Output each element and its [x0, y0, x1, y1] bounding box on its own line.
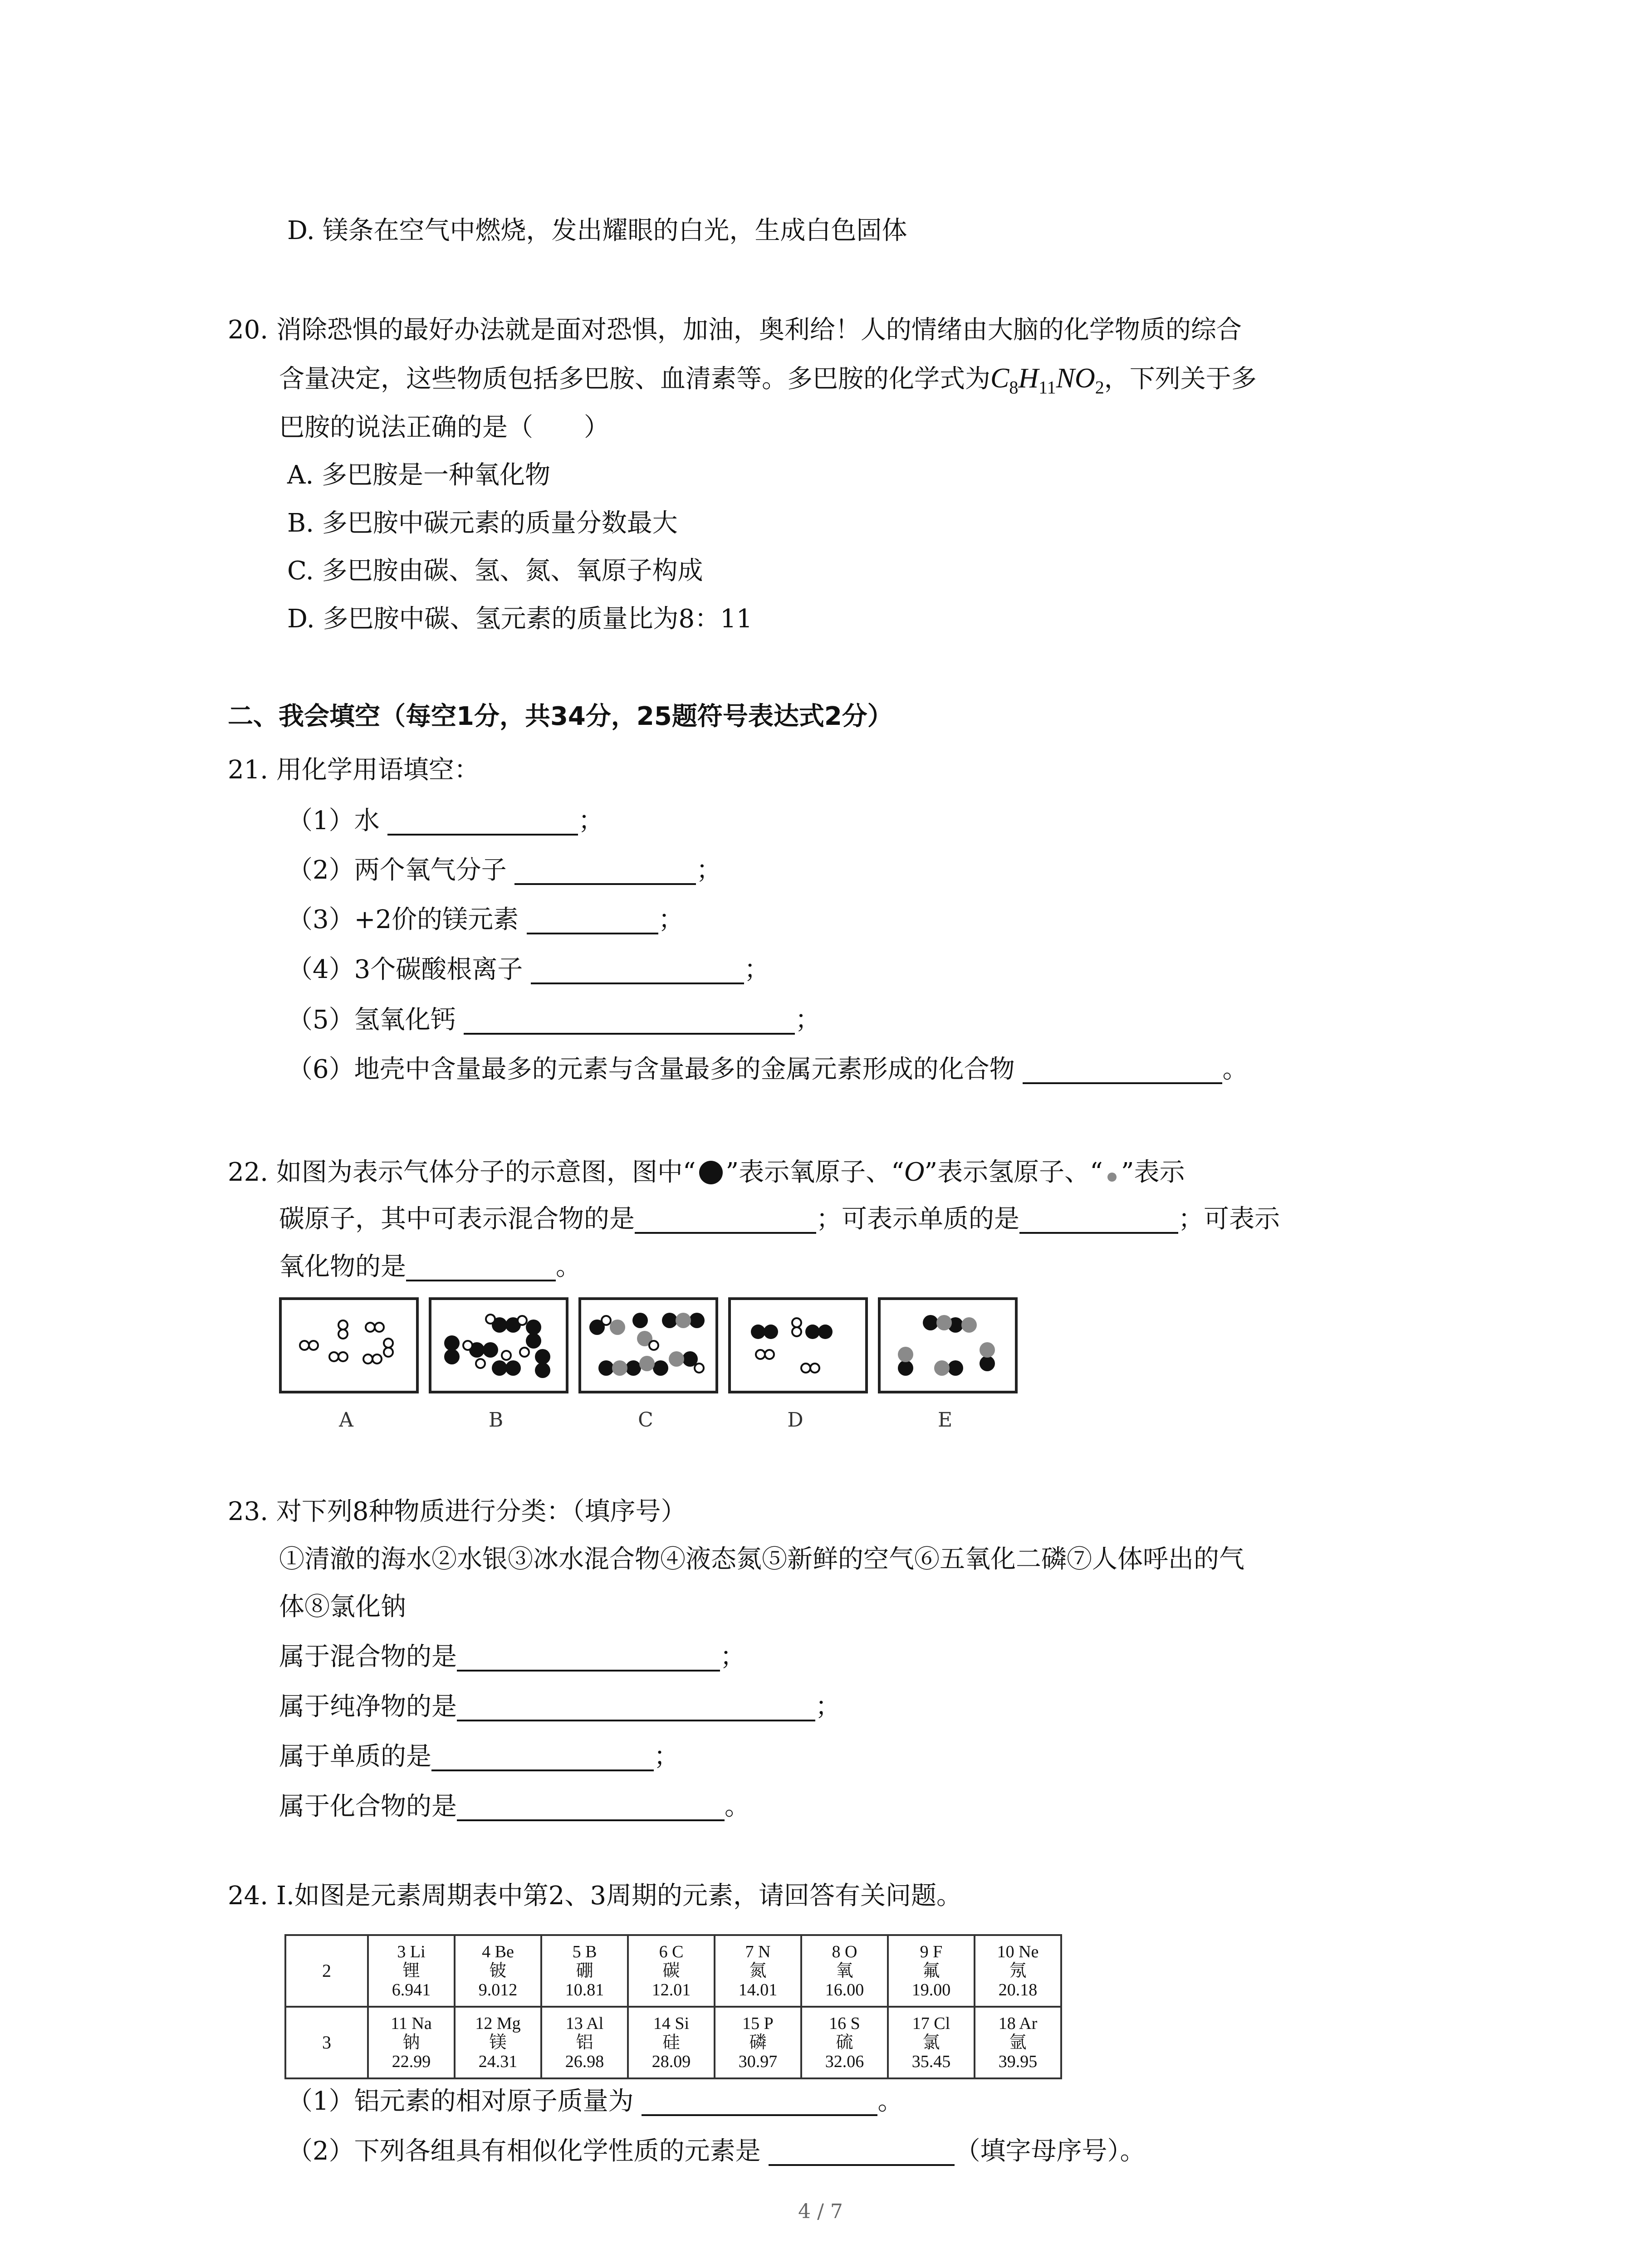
q23-blank-element[interactable]	[431, 1741, 654, 1771]
q20-line3: 巴胺的说法正确的是（ ）	[279, 413, 609, 442]
molecule-label-e: E	[937, 1408, 953, 1432]
period-label: 3	[285, 2007, 368, 2078]
q22-blank-element[interactable]	[1019, 1204, 1178, 1234]
q22-line1: 22. 如图为表示气体分子的示意图，图中“ ”表示氧原子、“O”表示氢原子、“ ”表示	[228, 1156, 1185, 1187]
element-cell-li: 3 Li 锂 6.941	[368, 1935, 455, 2007]
molecule-label-d: D	[787, 1408, 803, 1432]
molecule-label-a: A	[339, 1408, 353, 1432]
q21-blank-6[interactable]	[1023, 1054, 1222, 1084]
section2-title: 二、我会填空（每空1分，共34分，25题符号表达式2分）	[228, 702, 893, 731]
molecule-box-d-drawing	[731, 1300, 865, 1391]
q24-sub1: （1）铝元素的相对原子质量为 。	[287, 2087, 903, 2116]
q22-line3: 氧化物的是 。	[279, 1252, 581, 1281]
element-cell-c: 6 C 碳 12.01	[628, 1935, 715, 2007]
element-cell-ne: 10 Ne 氖 20.18	[975, 1935, 1061, 2007]
element-cell-f: 9 F 氟 19.00	[888, 1935, 975, 2007]
dopamine-formula: $C_8H_{11}NO_2$	[990, 363, 1104, 398]
q20-option-c: C. 多巴胺由碳、氢、氮、氧原子构成	[287, 556, 703, 586]
q22-line2: 碳原子，其中可表示混合物的是 ；可表示单质的是 ；可表示	[279, 1204, 1280, 1234]
q21-item-4: （4）3个碳酸根离子 ；	[287, 955, 770, 984]
q21-item-3: （3）+2价的镁元素 ；	[287, 905, 684, 934]
molecule-box-e-drawing	[881, 1300, 1015, 1391]
molecule-box-a	[279, 1297, 419, 1393]
q20-line2-pre: 含量决定，这些物质包括多巴胺、血清素等。多巴胺的化学式为	[279, 364, 990, 394]
q20-line2-post: ，下列关于多	[1104, 364, 1257, 394]
q23-item-pure: 属于纯净物的是 ；	[279, 1692, 841, 1721]
q21-item-6: （6）地壳中含量最多的元素与含量最多的金属元素形成的化合物 。	[287, 1055, 1248, 1084]
q20-option-b: B. 多巴胺中碳元素的质量分数最大	[287, 508, 678, 538]
q21-item-5: （5）氢氧化钙 ；	[287, 1005, 821, 1035]
element-cell-o: 8 O 氧 16.00	[801, 1935, 888, 2007]
molecule-box-e	[878, 1297, 1018, 1393]
q24-stem: 24. Ⅰ.如图是元素周期表中第2、3周期的元素，请回答有关问题。	[228, 1881, 962, 1911]
element-cell-p: 15 P 磷 30.97	[715, 2007, 801, 2078]
element-cell-si: 14 Si 硅 28.09	[628, 2007, 715, 2078]
molecule-box-b	[429, 1297, 568, 1393]
molecule-box-a-drawing	[282, 1300, 416, 1391]
element-cell-be: 4 Be 铍 9.012	[455, 1935, 541, 2007]
q21-blank-5[interactable]	[464, 1005, 795, 1035]
element-cell-na: 11 Na 钠 22.99	[368, 2007, 455, 2078]
element-cell-cl: 17 Cl 氯 35.45	[888, 2007, 975, 2078]
q23-blank-mixture[interactable]	[457, 1642, 720, 1672]
carbon-atom-icon	[1103, 1159, 1121, 1184]
q21-blank-3[interactable]	[527, 904, 658, 934]
q22-blank-mixture[interactable]	[635, 1204, 816, 1234]
periodic-table	[284, 1934, 1062, 2079]
element-cell-mg: 12 Mg 镁 24.31	[455, 2007, 541, 2078]
q23-item-element: 属于单质的是 ；	[279, 1742, 679, 1771]
q21-item-2: （2）两个氧气分子 ；	[287, 855, 722, 885]
molecule-label-c: C	[638, 1408, 653, 1432]
molecule-box-c	[578, 1297, 718, 1393]
q22-blank-oxide[interactable]	[406, 1251, 556, 1281]
q21-item-1: （1）水 ；	[287, 806, 604, 836]
element-cell-s: 16 S 硫 32.06	[801, 2007, 888, 2078]
q24-sub2: （2）下列各组具有相似化学性质的元素是 （填字母序号）。	[287, 2136, 1146, 2166]
periodic-table-row-period-3	[285, 2007, 1061, 2078]
q21-blank-1[interactable]	[387, 806, 578, 836]
q20-line2	[279, 361, 1257, 405]
periodic-table-row-period-2	[285, 1935, 1061, 2007]
molecule-box-c-drawing	[581, 1300, 715, 1391]
molecule-box-d	[728, 1297, 868, 1393]
q23-list-line2: 体⑧氯化钠	[279, 1592, 406, 1622]
q20-line1: 20. 消除恐惧的最好办法就是面对恐惧，加油，奥利给！人的情绪由大脑的化学物质的综合	[228, 315, 1242, 345]
molecule-box-b-drawing	[431, 1300, 566, 1391]
q21-stem: 21. 用化学用语填空：	[228, 755, 480, 785]
period-label: 2	[285, 1935, 368, 2007]
q23-list-line1: ①清澈的海水②水银③冰水混合物④液态氮⑤新鲜的空气⑥五氧化二磷⑦人体呼出的气	[279, 1545, 1244, 1574]
element-cell-n: 7 N 氮 14.01	[715, 1935, 801, 2007]
q21-blank-2[interactable]	[514, 855, 696, 885]
molecule-label-b: B	[488, 1408, 504, 1432]
q21-blank-4[interactable]	[531, 954, 744, 984]
element-cell-al: 13 Al 铝 26.98	[541, 2007, 628, 2078]
oxygen-atom-icon	[696, 1159, 726, 1184]
q19-option-d: D. 镁条在空气中燃烧，发出耀眼的白光，生成白色固体	[287, 216, 907, 245]
element-cell-b: 5 B 硼 10.81	[541, 1935, 628, 2007]
q24-blank-al-mass[interactable]	[642, 2086, 877, 2116]
q20-option-d: D. 多巴胺中碳、氢元素的质量比为8：11	[287, 604, 753, 634]
q23-blank-compound[interactable]	[457, 1791, 725, 1821]
q23-item-mixture: 属于混合物的是 ；	[279, 1642, 745, 1672]
q23-blank-pure[interactable]	[457, 1691, 815, 1721]
q24-blank-similar[interactable]	[769, 2136, 955, 2166]
page-number: 4 / 7	[798, 2200, 843, 2223]
q23-item-compound: 属于化合物的是 。	[279, 1792, 750, 1821]
element-cell-ar: 18 Ar 氩 39.95	[975, 2007, 1061, 2078]
q20-option-a: A. 多巴胺是一种氧化物	[287, 460, 551, 490]
q23-stem: 23. 对下列8种物质进行分类：（填序号）	[228, 1497, 686, 1526]
